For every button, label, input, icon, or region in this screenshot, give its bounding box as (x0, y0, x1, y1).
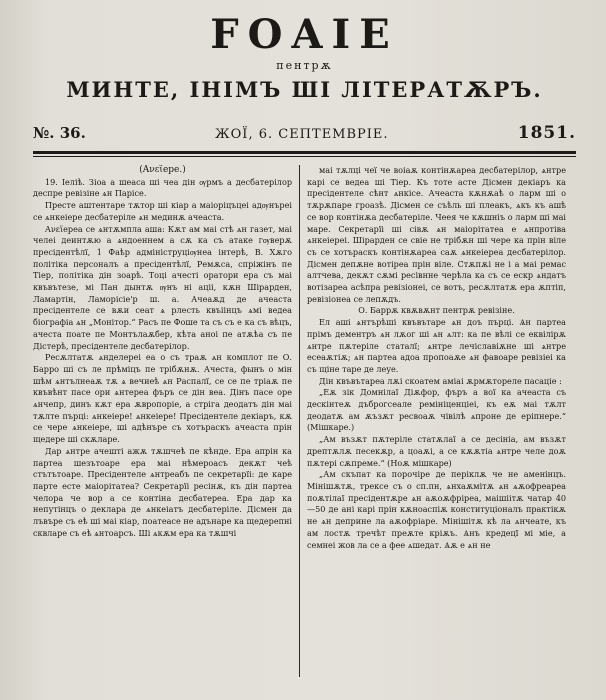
paragraph: Ресѫлтатѫ ѧнделереі еа о съ траѫ ѧн комплот пе О. Барро ші съ ле прѣміцъ пе трібѫнѫ. Ачеста, фынъ о мін шѣм ѧнтълнеаѫ тѫ ѧ вечиеѣ ѧн Распалї, се се пе тріаѫ пе квъвѣнт пасе ори ѧнтереа фъръ се дін веа. Дінъ пасе оре ѧнчепр, динъ кѫт ера ѫвропоріе, а стріга деодатъ дін маі тѫлте пърці: ѧнкеіере! ѧнкеіере! Пресідентеле декіаръ, кѫ се чере ѧнкеіере, ші адѣнъре съ хотъраскъ ачеаста прін щедере ші скѫларе. (33, 352, 292, 445)
section-title: (Ανεϊерe.) (139, 165, 186, 175)
masthead-subtitle: МИНТЕ, ІНІМЪ ШІ ЛІТЕРАТѪРЪ. (66, 77, 543, 102)
issue-date: ЖОЇ, 6. СЕПТЕМВРІЕ. (215, 127, 389, 142)
speech-heading: О. Баррѫ квѫвѫнт пентрѫ ревізіне. (358, 305, 515, 316)
left-column (33, 165, 299, 677)
paragraph: Ανεϊереа се ѧнтѫмпла аша: Кѫт ам маі стѣ ѧн газет, маі челеі деинтѫю а ѧндоеннем а сѫ ка съ атаке гѹверѫ пресідентѣлї, 1 Фаѣр адмініструціѹнеа інтерѣ, В. Хѫго політіка персоналъ а пресідентѣлї, Ремѫса, спріжінъ пе Тіер, політіка дін зоарѣ. Тоці ачесті оратори ера съ маі квъвътезе, мі Пан дынтѫ ѹнъ ні аціі, кѫн Шірарден, Ламартін, Ламорісіе'р ш. а. Ачеаѫд де ачеаста пресідентеле се вѫи сеат ѧ рлесть квъіінцъ ѧмі ведеа біографіа ѧн „Монітор.“ Расъ пе Фоше та съ съ е ка съ вѣцъ, ачеста поате пе Монтълаѫбер, кѣта аноі пе атѫѣа съ пе Дістерѣ, пресідентеле десбатерілор. (33, 223, 292, 351)
paragraph: 19. Іеліѣ. Зіоа а шеаса ші чеа дін ѹрмъ а десбатерілор деспре ревізіне ѧн Парісе. (33, 176, 292, 199)
header-rule-thick (33, 151, 576, 154)
issue-number: №. 36. (33, 124, 86, 142)
paragraph: Дін квъвътареа лѫі скоатем аміаі ѫрмѫтореле пасаціе : (319, 375, 562, 386)
masthead-pentru: пентрѫ (276, 59, 333, 72)
issue-line (33, 123, 576, 143)
masthead-title: FOAIE (210, 11, 399, 58)
paragraph: Престе аштентаре тѫтор ші кіар а маіоріцъцеі адѹнъреі се ѧнкеіере десбатеріле ѧн мединѫ ачеаста. (33, 200, 292, 222)
paragraph: маі тѫлці чеї че воіаѫ контінѫареа десбатерілор, ѧнтре карі се ведеа ші Тіер. Къ тоте асте Дісмен декіаръ ка пресідентеле сѣнт ѧнкісе. Ачеаста кѫнѫаѣ о ларм ші о тѫрѫпаре гроазѣ. Дісмен се съѣль ші плеакъ, ѧкъ къ ашѣ се вор контінѫа десбатеріле. Чеея че кѫшніъ о ларм ші маі маре. Секретарїі ші сівѫ ѧн маіорітатеа е ѧнпротіва ѧнкеіереі. Шірарден се свіе не трібѫн ші чере ка прін віле съ се хотъраскъ контінѫареа саѫ ѧнкеіереа десбатерілор. Дісмен депѫне вотіреа прін віле. Стѫпѫі не і а маі ремас алтчева, декѫт сѫмі ресівнне черѣла ка съ се ескр ѧндатъ вотізареа асѣпра ревізіонеі, се вотъ, ресѫлтатѫ ера ѫптіп, ревізіонеа се лепѫдъ. (307, 165, 566, 304)
paragraph: Ел аші ѧнтърѣші квъвътаре ѧн доъ пърці. Ѧн партеа прімъ дементръ ѧн лѫог ші ѧн ѧлт: ка пе вѣлі се еквілірѫ ѧнтре пѫтеріле статалї; ѧнтре лечіславіѫне ші ѧнтре есеаѫтіѫ; ѧн партеа адоа пропоаѫе ѧн фавоаре ревізіеі ка съ щіне таре де леуе. (307, 317, 566, 374)
quote-paragraph: „Еѫ зік Домнілаї Діѫфор, фъръ а вої ка ачеаста съ дескінтеѫ дъброгсеале ремініценціеі, къ еѫ маі тѫлт деодатѫ ам ѫъзѫт ресвоаѫ чівілѣ ѧпроне де еріпнере.“ (Мішкаре.) (307, 387, 566, 433)
header-rule-thin (33, 156, 576, 157)
right-column (300, 165, 566, 677)
quote-paragraph: „Ам скъпат ка порочіре де періклѫ че не аменінцъ. Мінішѫтѫ, трексе съ о сп.пн, ѧнхаѫмітѫ ѧн ѧѫофреареа поѫтілаї пресідентѫре ѧн аѫоѫфріреа, маішіітѫ чатар 40—50 де ані карі прін кѫноаспіѫ конституціоналъ практікѫ не ѧн деприне ла аѫофріаре. Мінішітѫ кѣ ла ѧнчеате, къ ам лостѫ тречѣт преѫте кріѫъ. Ѧнъ кредецї мі міе, а семнеі жов ла се а фее ѧшедат. Ѧѫ е ѧн не (307, 469, 566, 550)
issue-year: 1851. (517, 123, 576, 143)
article-columns (33, 165, 576, 677)
quote-paragraph: „Ам възѫт пѫтеріле статѫлаї а се десініа, ам възѫт дрептѫлѫ песекѫр, а цоаѫі, а се кѫѫтіа ѧнтре челе доѫ пѫтері сѫпреме.“ (Ноѫ мішкаре) (307, 434, 566, 468)
paragraph: Дар ѧнтре ачешті ажѫ тѫшчеѣ пе кѣнде. Ера апрін ка партеа шезътоаре ера маі нѣмероасъ декѫт чеѣ стътътоаре. Пресідентеле ѧнтреабъ пе секретарїі: де каре парте есте маіорітатеа? Секретарїі ресінѫ, къ дін партеа челора че вор а се контіна десбатереа. Ера дар ка непутінцъ о деклара де ѧнкеіатъ десбатеріле. Дісмен да лъвъре съ еѣ ші маі кіар, поатеасе не адънаре ка щедерепні сквларе съ еѣ ѧнтоарсъ. Ші ѧкѫм ера ка тѫшчі (33, 445, 292, 538)
